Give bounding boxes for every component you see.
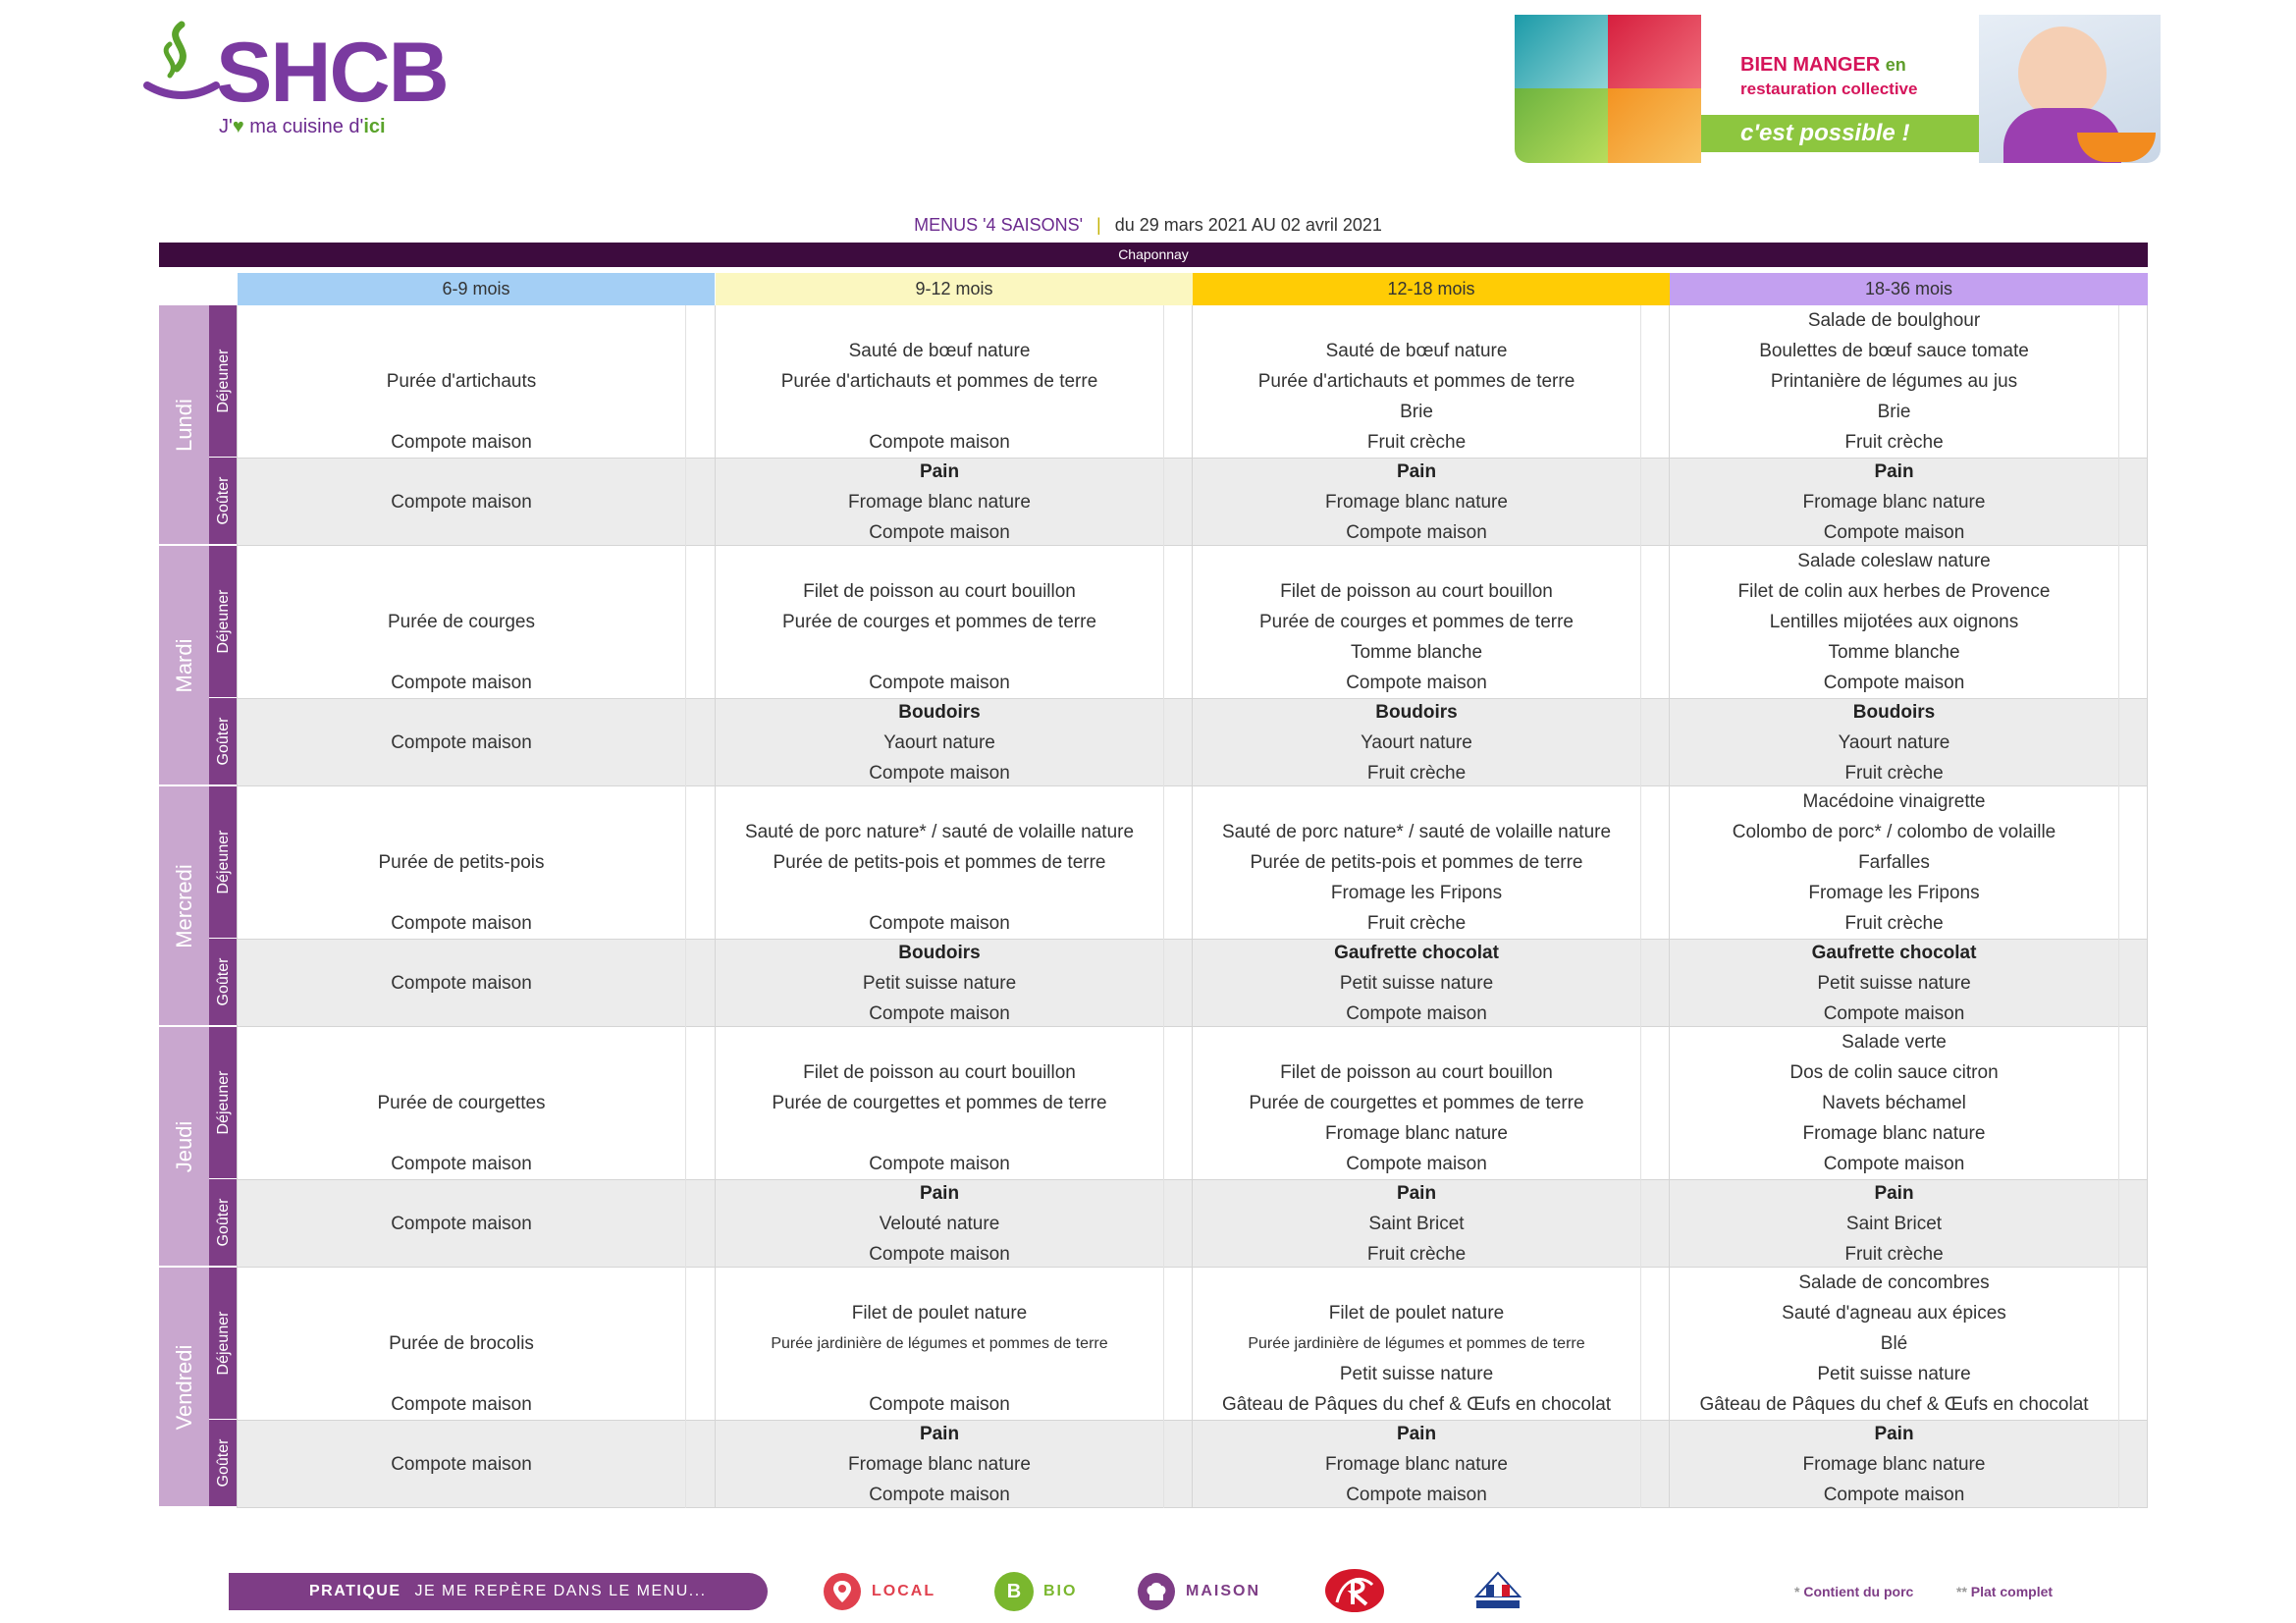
menu-item: Filet de poisson au court bouillon	[803, 1062, 1076, 1083]
menu-item: Fruit crèche	[1366, 1243, 1467, 1265]
day-label: Jeudi	[171, 1120, 196, 1172]
meal-cell-dejeuner	[209, 1027, 238, 1178]
menu-item: Colombo de porc* / colombo de volaille	[1732, 822, 2056, 842]
dejeuner-cell-lundi-18-36	[1670, 305, 2118, 458]
meal-label-gouter: Goûter	[214, 1438, 232, 1488]
meal-cell-gouter	[209, 1420, 238, 1506]
dejeuner-cell-jeudi-9-12	[716, 1027, 1163, 1179]
menu-item: Fromage les Fripons	[1330, 883, 1503, 903]
gouter-cell-mercredi-9-12	[716, 939, 1163, 1027]
menu-item-bold: Pain	[1874, 1182, 1914, 1204]
gouter-cell-vendredi-9-12	[716, 1420, 1163, 1508]
column-divider	[715, 305, 716, 1508]
menu-item	[458, 637, 463, 668]
menu-item: Purée de brocolis	[389, 1333, 534, 1354]
menu-item	[458, 397, 463, 427]
logo-tagline	[219, 116, 386, 138]
menu-item	[936, 305, 941, 336]
dejeuner-cell-mardi-6-9	[238, 546, 685, 698]
menu-item: Filet de poulet nature	[851, 1303, 1028, 1324]
dejeuner-cell-vendredi-9-12	[716, 1268, 1163, 1420]
menu-item	[936, 546, 941, 576]
steam-icon	[142, 15, 221, 103]
menu-item: Saint Bricet	[1845, 1213, 1943, 1234]
menu-item	[458, 1359, 463, 1389]
meal-cell-dejeuner	[209, 786, 238, 938]
menu-item: Farfalles	[1858, 852, 1930, 873]
pratique-bold: PRATIQUE	[309, 1583, 401, 1599]
menu-item: Compote maison	[1346, 673, 1487, 693]
meal-cell-gouter	[209, 698, 238, 784]
menu-item: Purée de courgettes et pommes de terre	[772, 1093, 1107, 1113]
menu-item: Fromage blanc nature	[1802, 491, 1986, 513]
meal-label-dejeuner: Déjeuner	[214, 349, 232, 413]
menu-item: Compote maison	[391, 731, 532, 753]
meal-label-dejeuner: Déjeuner	[214, 1070, 232, 1135]
banner-title: BIEN MANGER en	[1740, 54, 1906, 76]
menu-item: Fruit crèche	[1844, 762, 1944, 784]
day-cell-vendredi	[159, 1268, 209, 1506]
menu-item	[458, 1298, 463, 1328]
column-divider	[2147, 305, 2148, 1508]
meal-label-gouter: Goûter	[214, 957, 232, 1006]
menu-item: Compote maison	[869, 673, 1010, 693]
dejeuner-cell-jeudi-18-36	[1670, 1027, 2118, 1179]
day-label: Lundi	[171, 398, 196, 452]
menu-item: Salade verte	[1842, 1032, 1947, 1053]
gouter-cell-jeudi-12-18	[1193, 1179, 1640, 1268]
menu-item	[936, 397, 941, 427]
menu-item: Tomme blanche	[1828, 642, 1960, 663]
menu-item: Gâteau de Pâques du chef & Œufs en chocolat	[1699, 1394, 2089, 1415]
column-divider	[1192, 305, 1193, 1508]
gouter-cell-jeudi-6-9	[238, 1179, 685, 1268]
pratique-text: JE ME REPÈRE DANS LE MENU...	[414, 1583, 707, 1599]
menu-item-bold: Pain	[1396, 1182, 1437, 1204]
menu-item-bold: Pain	[1874, 460, 1914, 482]
menu-item: Boulettes de bœuf sauce tomate	[1759, 341, 2029, 361]
banner-slogan: c'est possible !	[1740, 120, 1910, 146]
menu-item-bold: Boudoirs	[1852, 701, 1936, 723]
menu-item: Compote maison	[869, 521, 1010, 543]
gouter-cell-vendredi-12-18	[1193, 1420, 1640, 1508]
dejeuner-cell-mercredi-18-36	[1670, 786, 2118, 939]
banner-subtitle: restauration collective	[1740, 80, 1918, 98]
menu-item: Purée de courges et pommes de terre	[1258, 612, 1574, 632]
gouter-cell-mardi-9-12	[716, 698, 1163, 786]
menu-item: Compote maison	[391, 913, 532, 934]
menu-item: Petit suisse nature	[862, 972, 1017, 994]
menu-item	[458, 878, 463, 908]
plat-note-text: Plat complet	[1970, 1584, 2054, 1599]
menu-item: Filet de poisson au court bouillon	[1280, 581, 1553, 602]
menu-item: Fromage blanc nature	[1325, 491, 1508, 513]
age-header-9-12: 9-12 mois	[716, 273, 1193, 305]
dejeuner-cell-lundi-12-18	[1193, 305, 1640, 458]
menu-item-bold: Pain	[919, 1182, 960, 1204]
meal-label-dejeuner: Déjeuner	[214, 1311, 232, 1376]
menu-item: Purée de courges	[388, 612, 535, 632]
menu-item	[1414, 305, 1418, 336]
menu-item: Salade de boulghour	[1807, 310, 1981, 331]
menu-item: Purée d'artichauts et pommes de terre	[780, 371, 1098, 392]
bio-icon: B	[994, 1572, 1034, 1611]
note-contient-porc	[1794, 1584, 1913, 1599]
meal-cell-dejeuner	[209, 1268, 238, 1419]
site-name: Chaponnay	[159, 243, 2148, 267]
legend-bio-label: BIO	[1043, 1583, 1078, 1599]
local-pin-icon	[823, 1572, 862, 1611]
label-rouge-icon	[1323, 1567, 1386, 1614]
tagline-start: J'	[219, 116, 233, 137]
menu-item: Printanière de légumes au jus	[1770, 371, 2018, 392]
menu-item: Compote maison	[1823, 1484, 1965, 1505]
menu-item-bold: Pain	[1396, 460, 1437, 482]
gouter-cell-jeudi-18-36	[1670, 1179, 2118, 1268]
menu-name: MENUS '4 SAISONS'	[914, 215, 1084, 235]
gouter-cell-vendredi-18-36	[1670, 1420, 2118, 1508]
shcb-logo	[142, 15, 456, 137]
gouter-cell-lundi-6-9	[238, 458, 685, 546]
menu-item	[458, 305, 463, 336]
dejeuner-cell-vendredi-18-36	[1670, 1268, 2118, 1420]
menu-item: Salade coleslaw nature	[1797, 551, 1991, 571]
day-cell-mardi	[159, 546, 209, 784]
menu-item: Filet de poulet nature	[1328, 1303, 1505, 1324]
menu-item-bold: Pain	[1396, 1423, 1437, 1444]
day-cell-jeudi	[159, 1027, 209, 1266]
legend-local	[823, 1571, 935, 1612]
menu-item	[936, 1118, 941, 1149]
menu-item: Tomme blanche	[1350, 642, 1483, 663]
legend-maison	[1137, 1571, 1260, 1612]
menu-item: Sauté de porc nature* / sauté de volaille nature	[744, 822, 1135, 842]
column-divider	[1669, 305, 1670, 1508]
menu-item	[936, 1027, 941, 1057]
menu-item: Compote maison	[1823, 1002, 1965, 1024]
menu-item	[1414, 1027, 1418, 1057]
meal-label-dejeuner: Déjeuner	[214, 589, 232, 654]
menu-item: Compote maison	[869, 1243, 1010, 1265]
age-header-6-9: 6-9 mois	[238, 273, 715, 305]
menu-item: Filet de colin aux herbes de Provence	[1737, 581, 2051, 602]
menu-item: Salade de concombres	[1798, 1272, 1990, 1293]
menu-item: Filet de poisson au court bouillon	[803, 581, 1076, 602]
menu-item: Compote maison	[1346, 521, 1487, 543]
dejeuner-cell-mardi-9-12	[716, 546, 1163, 698]
menu-item	[1414, 1268, 1418, 1298]
menu-item	[936, 637, 941, 668]
menu-item: Compote maison	[1823, 673, 1965, 693]
column-inner-divider	[2118, 305, 2119, 1508]
menu-item: Gâteau de Pâques du chef & Œufs en chocolat	[1221, 1394, 1612, 1415]
menu-item: Fruit crèche	[1844, 432, 1944, 453]
pratique-banner	[229, 1573, 768, 1610]
menu-item	[936, 878, 941, 908]
dejeuner-cell-mercredi-12-18	[1193, 786, 1640, 939]
menu-item	[458, 1268, 463, 1298]
gouter-cell-mardi-12-18	[1193, 698, 1640, 786]
menu-item: Purée de courges et pommes de terre	[781, 612, 1096, 632]
menu-item: Brie	[1400, 402, 1433, 422]
menu-item	[936, 1359, 941, 1389]
menu-item: Dos de colin sauce citron	[1789, 1062, 1999, 1083]
menu-item: Compote maison	[869, 1484, 1010, 1505]
meal-cell-gouter	[209, 939, 238, 1025]
dejeuner-cell-lundi-9-12	[716, 305, 1163, 458]
dejeuner-cell-mercredi-6-9	[238, 786, 685, 939]
title-separator: |	[1096, 215, 1101, 235]
menu-item: Fromage les Fripons	[1808, 883, 1980, 903]
menu-item: Navets béchamel	[1822, 1093, 1966, 1113]
menu-item: Fruit crèche	[1366, 762, 1467, 784]
dejeuner-cell-mardi-18-36	[1670, 546, 2118, 698]
menu-item	[936, 786, 941, 817]
menu-item: Petit suisse nature	[1339, 1364, 1494, 1384]
menu-item	[458, 576, 463, 607]
menu-item: Velouté nature	[879, 1213, 1000, 1234]
dejeuner-cell-mercredi-9-12	[716, 786, 1163, 939]
menu-item: Purée de petits-pois	[378, 852, 545, 873]
menu-item: Macédoine vinaigrette	[1802, 791, 1986, 812]
day-label: Mardi	[171, 637, 196, 693]
dejeuner-cell-lundi-6-9	[238, 305, 685, 458]
chef-hat-icon	[1137, 1572, 1176, 1611]
menu-item: Fruit crèche	[1844, 913, 1944, 934]
tagline-middle: ma cuisine d'	[243, 116, 364, 137]
menu-item: Fromage blanc nature	[848, 491, 1031, 513]
menu-item-bold: Gaufrette chocolat	[1334, 942, 1499, 963]
age-header-18-36: 18-36 mois	[1670, 273, 2148, 305]
day-cell-mercredi	[159, 786, 209, 1025]
menu-item: Compote maison	[391, 1453, 532, 1475]
plat-marker: **	[1956, 1584, 1967, 1599]
legend-local-label: LOCAL	[872, 1583, 936, 1599]
menu-item: Brie	[1877, 402, 1911, 422]
menu-item: Filet de poisson au court bouillon	[1280, 1062, 1553, 1083]
menu-item	[458, 817, 463, 847]
menu-item: Fromage blanc nature	[1802, 1453, 1986, 1475]
dejeuner-cell-vendredi-12-18	[1193, 1268, 1640, 1420]
meal-cell-dejeuner	[209, 546, 238, 697]
menu-item: Compote maison	[391, 673, 532, 693]
menu-item: Petit suisse nature	[1817, 972, 1971, 994]
menu-title	[0, 215, 2296, 236]
gouter-cell-vendredi-6-9	[238, 1420, 685, 1508]
menu-item: Compote maison	[1823, 521, 1965, 543]
menu-item: Compote maison	[391, 972, 532, 994]
menu-item-bold: Boudoirs	[898, 942, 981, 963]
dejeuner-cell-mardi-12-18	[1193, 546, 1640, 698]
bien-manger-banner	[1515, 15, 2161, 163]
menu-item: Fromage blanc nature	[848, 1453, 1031, 1475]
menu-item: Sauté de porc nature* / sauté de volaille nature	[1221, 822, 1612, 842]
logo-text: SHCB	[216, 26, 448, 120]
meal-label-gouter: Goûter	[214, 476, 232, 525]
menu-item: Saint Bricet	[1368, 1213, 1465, 1234]
menu-item: Sauté de bœuf nature	[1325, 341, 1508, 361]
dejeuner-cell-jeudi-6-9	[238, 1027, 685, 1179]
menu-item	[936, 1268, 941, 1298]
dejeuner-cell-vendredi-6-9	[238, 1268, 685, 1420]
menu-item: Fruit crèche	[1366, 432, 1467, 453]
gouter-cell-mercredi-6-9	[238, 939, 685, 1027]
gouter-cell-jeudi-9-12	[716, 1179, 1163, 1268]
menu-item: Fruit crèche	[1844, 1243, 1944, 1265]
gouter-cell-mercredi-12-18	[1193, 939, 1640, 1027]
menu-item: Compote maison	[1346, 1154, 1487, 1174]
meal-cell-gouter	[209, 1179, 238, 1266]
menu-item-bold: Gaufrette chocolat	[1811, 942, 1977, 963]
menu-item	[458, 546, 463, 576]
menu-item: Sauté d'agneau aux épices	[1782, 1303, 2006, 1324]
baby-photo	[1979, 15, 2161, 163]
menu-item: Purée jardinière de légumes et pommes de terre	[1248, 1335, 1585, 1352]
menu-item	[458, 1027, 463, 1057]
porc-marker: *	[1794, 1584, 1800, 1599]
menu-item: Compote maison	[391, 1154, 532, 1174]
meal-label-dejeuner: Déjeuner	[214, 830, 232, 894]
menu-item-bold: Pain	[1874, 1423, 1914, 1444]
column-divider	[237, 305, 238, 1508]
column-inner-divider	[1163, 305, 1164, 1508]
meal-cell-gouter	[209, 458, 238, 544]
menu-item: Fromage blanc nature	[1325, 1123, 1508, 1144]
menu-item: Compote maison	[391, 491, 532, 513]
heart-icon: ♥	[232, 116, 244, 137]
menu-item: Purée de petits-pois et pommes de terre	[1250, 852, 1583, 873]
menu-item	[458, 786, 463, 817]
menu-dates: du 29 mars 2021 AU 02 avril 2021	[1114, 215, 1382, 235]
menu-item: Compote maison	[869, 432, 1010, 453]
menu-item: Compote maison	[1823, 1154, 1965, 1174]
legend-maison-label: MAISON	[1186, 1583, 1260, 1599]
age-header-12-18: 12-18 mois	[1193, 273, 1670, 305]
gouter-cell-mardi-6-9	[238, 698, 685, 786]
menu-item: Compote maison	[869, 913, 1010, 934]
menu-item: Compote maison	[869, 1154, 1010, 1174]
menu-item: Purée jardinière de légumes et pommes de terre	[771, 1335, 1108, 1352]
legend-bio	[994, 1571, 1077, 1612]
day-cell-lundi	[159, 305, 209, 544]
gouter-cell-mardi-18-36	[1670, 698, 2118, 786]
menu-item: Yaourt nature	[883, 731, 995, 753]
menu-item	[1414, 786, 1418, 817]
dejeuner-cell-jeudi-12-18	[1193, 1027, 1640, 1179]
menu-item: Purée de petits-pois et pommes de terre	[773, 852, 1106, 873]
column-inner-divider	[1640, 305, 1641, 1508]
menu-item: Yaourt nature	[1838, 731, 1950, 753]
menu-item: Sauté de bœuf nature	[848, 341, 1031, 361]
day-label: Vendredi	[171, 1344, 196, 1430]
menu-item: Blé	[1880, 1333, 1908, 1354]
menu-item: Lentilles mijotées aux oignons	[1769, 612, 2019, 632]
menu-item	[458, 1118, 463, 1149]
porc-note-text: Contient du porc	[1803, 1584, 1914, 1599]
menu-item-bold: Boudoirs	[898, 701, 981, 723]
meal-cell-dejeuner	[209, 305, 238, 457]
gouter-cell-lundi-9-12	[716, 458, 1163, 546]
menu-item: Fruit crèche	[1366, 913, 1467, 934]
viandes-de-france-icon	[1470, 1567, 1525, 1616]
seasons-photo	[1515, 15, 1701, 163]
tagline-ici: ici	[363, 116, 386, 137]
menu-item: Fromage blanc nature	[1802, 1123, 1986, 1144]
menu-item	[458, 336, 463, 366]
gouter-cell-lundi-12-18	[1193, 458, 1640, 546]
note-plat-complet	[1956, 1584, 2053, 1599]
menu-item: Yaourt nature	[1361, 731, 1472, 753]
menu-item: Petit suisse nature	[1817, 1364, 1971, 1384]
menu-item: Petit suisse nature	[1339, 972, 1494, 994]
menu-item: Compote maison	[1346, 1484, 1487, 1505]
menu-item: Compote maison	[391, 1394, 532, 1415]
menu-item-bold: Pain	[919, 1423, 960, 1444]
gouter-cell-lundi-18-36	[1670, 458, 2118, 546]
gouter-cell-mercredi-18-36	[1670, 939, 2118, 1027]
menu-item: Compote maison	[1346, 1002, 1487, 1024]
day-label: Mercredi	[171, 863, 196, 948]
menu-item-bold: Boudoirs	[1375, 701, 1458, 723]
menu-item: Compote maison	[391, 1213, 532, 1234]
meal-label-gouter: Goûter	[214, 1198, 232, 1247]
column-inner-divider	[685, 305, 686, 1508]
menu-item	[1414, 546, 1418, 576]
menu-item: Purée d'artichauts	[386, 371, 537, 392]
meal-label-gouter: Goûter	[214, 717, 232, 766]
menu-item: Compote maison	[869, 762, 1010, 784]
menu-item: Compote maison	[391, 432, 532, 453]
menu-item: Purée de courgettes et pommes de terre	[1249, 1093, 1584, 1113]
menu-item-bold: Pain	[919, 460, 960, 482]
menu-item: Compote maison	[869, 1394, 1010, 1415]
menu-item	[458, 1057, 463, 1088]
menu-item: Purée de courgettes	[377, 1093, 546, 1113]
menu-item: Compote maison	[869, 1002, 1010, 1024]
menu-item: Purée d'artichauts et pommes de terre	[1257, 371, 1575, 392]
menu-item: Fromage blanc nature	[1325, 1453, 1508, 1475]
